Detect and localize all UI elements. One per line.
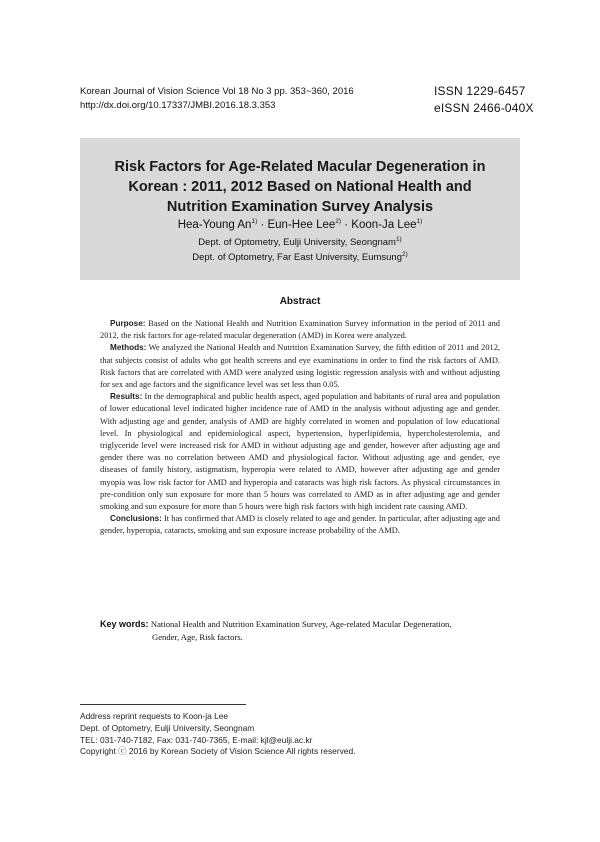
affiliation-text: Dept. of Optometry, Far East University, Eumsung [192,252,402,263]
keywords-line-1 [100,618,502,631]
abstract-conclusions [100,513,500,537]
affiliation-mark: 2) [402,250,408,258]
keywords-line-2: Gender, Age, Risk factors. [152,632,243,642]
title-box [80,138,520,280]
doi-link[interactable]: http://dx.doi.org/10.17337/JMBI.2016.18.3.353 [80,100,276,111]
author-affil-mark: 2) [335,218,342,226]
methods-text: We analyzed the National Health and Nutrition Examination Survey, the fifth edition of 2011 and 2012, that subjects consist of adults who got health screens and eye examinations in order to find the risk factors of AMD. Risk factors that are correlated with AMD were analyzed using logistic regression analysis with and without adjusting for sex and age factors and the significance level was set less than 0.05. [100,343,500,390]
journal-citation: Korean Journal of Vision Science Vol 18 No 3 pp. 353~360, 2016 [80,86,354,97]
results-label: Results: [110,392,143,402]
paper-title [80,157,520,217]
keywords-text: National Health and Nutrition Examination Survey, Age-related Macular Degeneration, [150,619,452,629]
abstract-purpose [100,318,500,342]
author-separator: · [341,219,352,231]
purpose-label: Purpose: [110,319,146,328]
affiliation-2 [80,251,520,265]
affiliation-1 [80,236,520,250]
author-list [80,217,520,233]
title-line-2: Korean : 2011, 2012 Based on National Health and [128,179,472,195]
purpose-text: Based on the National Health and Nutrition Examination Survey information in the period of 2011 and 2012, the risk factors for age-related macular degeneration (AMD) in Korea were analyzed. [100,319,500,341]
abstract-results [100,391,500,513]
author-separator: · [257,219,268,231]
footnote-divider [80,704,246,705]
issn-block [434,83,534,117]
author-name: Hea-Young An [177,219,252,231]
title-line-3: Nutrition Examination Survey Analysis [166,199,434,215]
abstract-body [100,318,500,538]
footnote-line: TEL: 031-740-7182, Fax: 031-740-7365, E-mail: kjl@eulji.ac.kr [80,734,313,745]
affiliation-mark: 1) [395,235,402,243]
results-text: In the demographical and public health aspect, aged population and habitants of rural area and population of lower educational level indicated higher incidence rate of AMD in the analysis without adjusting age and gender. With adjusting age and gender, analysis of AMD are highly correlated in women and population of low educational level. In physiological and epidemiological aspect, hypertension, hyperlipidemia, hypercholesterolemia, and triglyceride level were increased risk for AMD in without adjusting age and gender, however after adjusting age and gender there was no correlation between AMD and physiological factor. Without adjusting age and gender, eye diseases of family history, astigmatism, hyperopia were related to AMD, however after adjusting age and gender myopia was low risk factor for AMD and hyperopia and cataracts was high risk factors. As physical circumstances in pre-condition only sun exposure for more than 5 hours was correlated to AMD as in after adjusting age and gender smoking and sun exposure for more than 5 hours were high risk factors with high incident rate causing AMD. [100,392,500,512]
abstract-heading: Abstract [279,296,321,307]
title-line-1: Risk Factors for Age-Related Macular Degeneration in [114,159,486,175]
author-name: Koon-Ja Lee [351,219,417,231]
methods-label: Methods: [110,343,147,353]
author-affil-mark: 1) [251,218,258,226]
author-name: Eun-Hee Lee [267,219,336,231]
conclusions-text: It has confirmed that AMD is closely related to age and gender. In particular, after adjusting age and gender, hyperopia, cataracts, smoking and sun exposure increase probability of the AMD. [100,514,500,536]
correspondence-footnote [80,711,355,758]
issn: ISSN 1229-6457 [434,84,526,98]
keywords-block [100,618,502,644]
journal-header [80,85,354,113]
abstract-methods [100,342,500,391]
conclusions-label: Conclusions: [110,514,162,524]
footnote-line: Dept. of Optometry, Eulji University, Seongnam [80,722,255,733]
eissn: eISSN 2466-040X [434,101,534,115]
affiliation-text: Dept. of Optometry, Eulji University, Seongnam [198,237,396,248]
footnote-line: Address reprint requests to Koon-ja Lee [80,711,229,721]
footnote-line: Copyright ⓒ 2016 by Korean Society of Vision Science All rights reserved. [80,746,356,757]
keywords-label: Key words: [100,619,149,629]
author-affil-mark: 1) [416,218,423,226]
